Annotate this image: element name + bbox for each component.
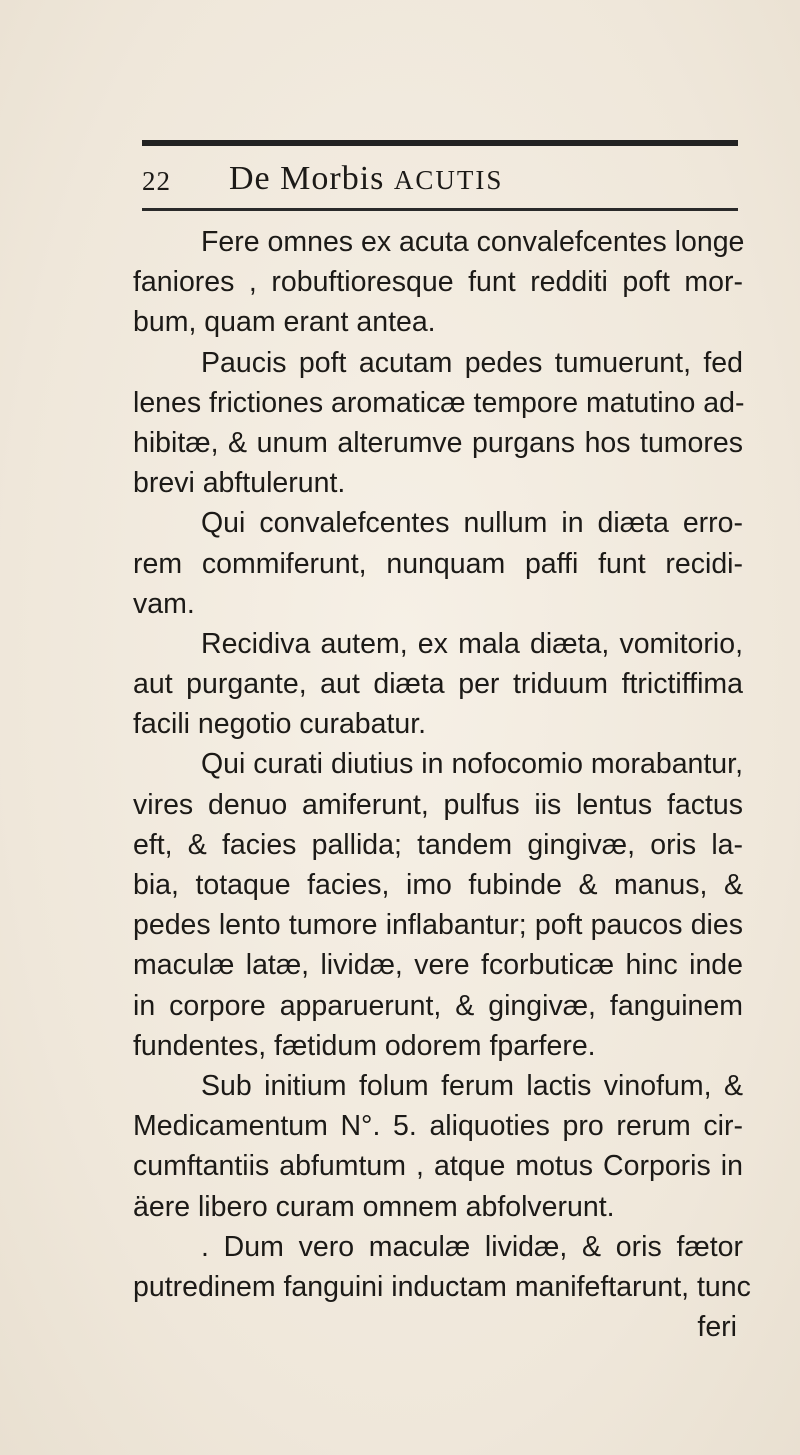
text-line: cumftantiis abfumtum , atque motus Corporis in	[133, 1150, 743, 1183]
text-line: vires denuo amiferunt, pulfus iis lentus factus	[133, 788, 743, 821]
page-number: 22	[142, 166, 171, 196]
text-line: Sub initium folum ferum lactis vinofum, &	[201, 1069, 743, 1102]
text-line: lenes frictiones aromaticæ tempore matutino ad-	[133, 386, 745, 419]
text-line: Qui convalefcentes nullum in diæta erro-	[201, 507, 743, 540]
running-header	[142, 160, 738, 208]
running-title-smallcaps: ACUTIS	[393, 165, 504, 195]
text-line: Recidiva autem, ex mala diæta, vomitorio,	[201, 627, 743, 660]
text-line: fundentes, fætidum odorem fparfere.	[133, 1029, 596, 1062]
catchword: feri	[697, 1311, 737, 1344]
text-line: brevi abftulerunt.	[133, 467, 346, 500]
text-line: pedes lento tumore inflabantur; poft paucos dies	[133, 909, 743, 942]
body-text	[133, 222, 751, 1347]
text-line: in corpore apparuerunt, & gingivæ, fanguinem	[133, 989, 743, 1022]
running-title-main: De Morbis	[229, 160, 385, 197]
text-line: maculæ latæ, lividæ, vere fcorbuticæ hinc inde	[133, 949, 743, 982]
text-line: aut purgante, aut diæta per triduum ftrictiffima	[133, 668, 743, 701]
text-line: eft, & facies pallida; tandem gingivæ, oris la-	[133, 828, 743, 861]
text-line: putredinem fanguini inductam manifeftarunt, tunc	[133, 1270, 751, 1303]
text-line: bum, quam erant antea.	[133, 306, 436, 339]
text-line: Qui curati diutius in nofocomio morabantur,	[201, 748, 743, 781]
text-line: Fere omnes ex acuta convalefcentes longe	[201, 226, 745, 258]
text-line: äere libero curam omnem abfolverunt.	[133, 1190, 615, 1223]
text-line: facili negotio curabatur.	[133, 708, 427, 741]
text-line: rem commiferunt, nunquam paffi funt recidi-	[133, 547, 743, 580]
text-line: Medicamentum N°. 5. aliquoties pro rerum cir-	[133, 1110, 743, 1143]
text-line: bia, totaque facies, imo fubinde & manus, &	[133, 869, 743, 901]
running-title	[229, 160, 503, 198]
text-line: hibitæ, & unum alterumve purgans hos tumores	[133, 426, 743, 459]
header-rule-bottom	[142, 208, 738, 211]
text-line: Paucis poft acutam pedes tumuerunt, fed	[201, 346, 743, 379]
text-line: . Dum vero maculæ lividæ, & oris fætor	[201, 1230, 743, 1263]
text-line: vam.	[133, 587, 195, 620]
text-line: faniores , robuftioresque funt redditi poft mor-	[133, 266, 743, 299]
header-rule-top	[142, 140, 738, 146]
